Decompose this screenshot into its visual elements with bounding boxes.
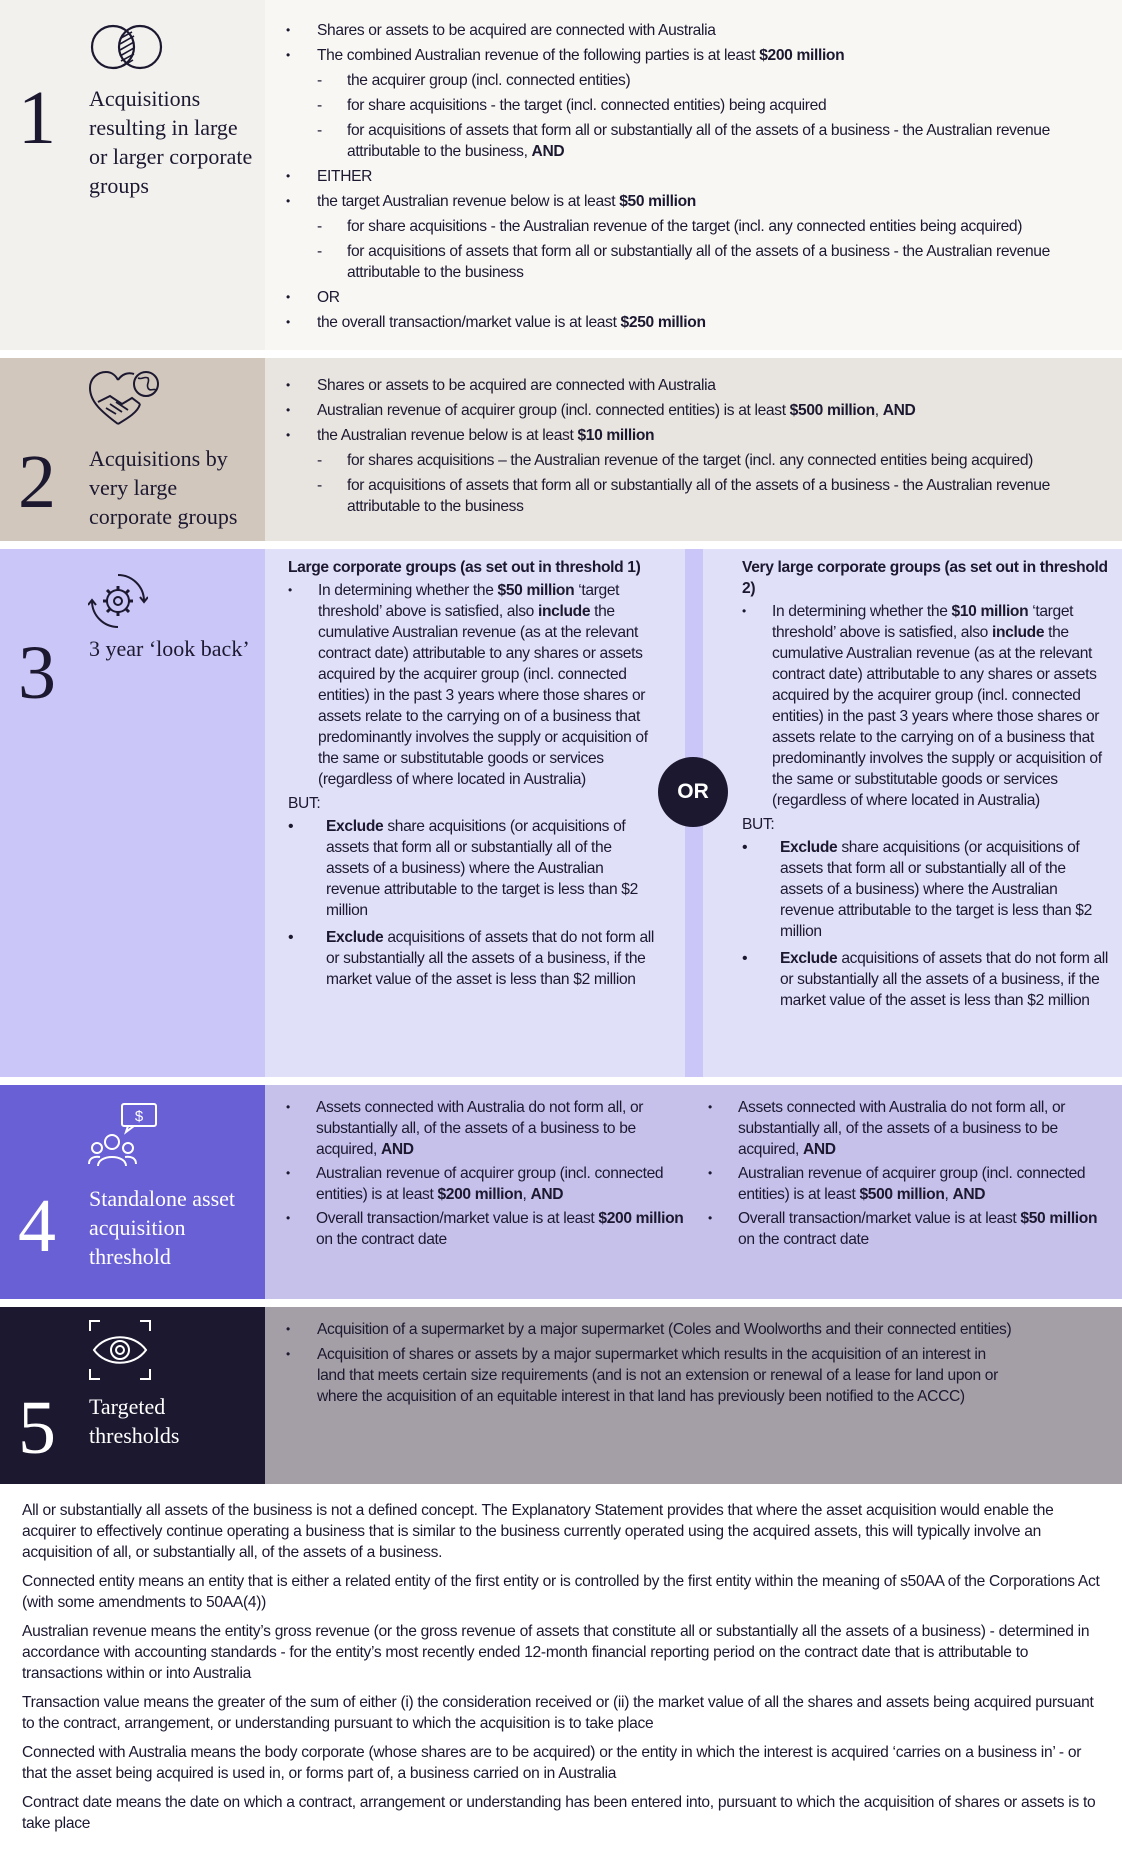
bold-keyword: AND: [952, 1186, 986, 1203]
threshold-4-left-list: [286, 1097, 686, 1250]
definition-note: Connected with Australia means the body corporate (whose shares are to be acquired) or the entity in which the interest is acquired ‘carries on a business in’ - or that the asset being acquired is used in, or forms part of, a business carried on in Australia: [22, 1744, 1082, 1782]
threshold-4-right-column: [708, 1097, 1108, 1253]
item-text: Australian revenue of acquirer group (incl. connected entities) is at least: [317, 402, 790, 419]
list-item: [265, 312, 1085, 333]
bold-keyword: AND: [530, 1186, 564, 1203]
bold-keyword: include: [538, 603, 591, 620]
threshold-5-criteria: [265, 1307, 1122, 1484]
very-large-groups-exclude-list: [742, 837, 1110, 1011]
bold-keyword: Exclude: [780, 839, 838, 856]
item-text: Shares or assets to be acquired are connected with Australia: [317, 22, 716, 39]
item-text: The combined Australian revenue of the following parties is at least: [317, 47, 760, 64]
very-large-groups-but-label: BUT:: [742, 816, 775, 833]
list-item: [265, 1319, 1015, 1340]
item-text: for share acquisitions - the Australian revenue of the target (incl. any connected entities being acquired): [347, 218, 1023, 235]
large-groups-include-list: [288, 580, 655, 790]
item-text: Shares or assets to be acquired are connected with Australia: [317, 377, 716, 394]
definition-note: Transaction value means the greater of the sum of either (i) the consideration received or (ii) the market value of all the shares and assets being acquired pursuant to the contract, arrangement, or understanding pursuant to which the acquisition is to take place: [22, 1694, 1094, 1732]
or-badge: OR: [658, 757, 728, 827]
list-item: [742, 837, 1110, 942]
threshold-5-number: 5: [18, 1386, 56, 1470]
item-text: Assets connected with Australia do not form all, or substantially all, of the assets of a business to be acquired,: [738, 1099, 1066, 1158]
bold-amount: $50 million: [497, 582, 575, 599]
very-large-groups-heading: Very large corporate groups (as set out in threshold 2): [742, 559, 1108, 597]
item-text: Australian revenue of acquirer group (incl. connected entities) is at least: [316, 1165, 664, 1203]
bold-amount: $10 million: [951, 603, 1029, 620]
item-text: for shares acquisitions – the Australian revenue of the target (incl. any connected entities being acquired): [347, 452, 1034, 469]
bold-amount: $200 million: [759, 47, 845, 64]
item-text: Acquisition of a supermarket by a major supermarket (Coles and Woolworths and their connected entities): [317, 1321, 1012, 1338]
group-dollar-icon: [88, 1102, 160, 1168]
list-item: [265, 400, 1085, 421]
bold-amount: $250 million: [620, 314, 706, 331]
list-item: [265, 166, 1085, 187]
bold-keyword: Exclude: [780, 950, 838, 967]
item-text: for acquisitions of assets that form all or substantially all of the assets of a business - the Australian revenue attributable to the business,: [347, 122, 1050, 160]
definition-note: All or substantially all assets of the business is not a defined concept. The Explanatory Statement provides that where the asset acquisition would enable the acquirer to effectively continue operating a business that is similar to the business currently operated using the acquired assets, this will typically involve an acquisition of all, or substantially all, of the assets of a business.: [22, 1502, 1054, 1561]
threshold-5-title: Targeted thresholds: [89, 1394, 180, 1448]
handshake-globe-icon: [88, 368, 160, 426]
item-text: acquisitions of assets that do not form all or substantially all the assets of a business, if the market value of the asset is less than $2 million: [780, 950, 1108, 1009]
threshold-4-criteria: [265, 1085, 1122, 1299]
threshold-2-criteria: [265, 358, 1122, 541]
item-text: OR: [317, 289, 340, 306]
list-item: [265, 241, 1085, 283]
item-text: share acquisitions (or acquisitions of assets that form all or substantially all of the assets of a business) where the Australian revenue attributable to the target is less than $2 million: [326, 818, 638, 919]
list-item: [265, 1344, 1015, 1407]
list-item: [708, 1097, 1108, 1160]
bold-amount: $50 million: [1020, 1210, 1098, 1227]
threshold-3-section: [0, 549, 1122, 1077]
bold-amount: $200 million: [598, 1210, 684, 1227]
list-item: [288, 927, 655, 990]
list-item: [265, 450, 1085, 471]
threshold-3-large-groups-column: [265, 549, 685, 1077]
eye-scan-icon: [88, 1319, 152, 1381]
item-text: share acquisitions (or acquisitions of assets that form all or substantially all of the assets of a business) where the Australian revenue attributable to the target is less than $2 million: [780, 839, 1092, 940]
svg-text:$: $: [134, 1108, 144, 1125]
list-item: [708, 1163, 1108, 1205]
threshold-1-criteria-list: [265, 20, 1085, 333]
list-item: [288, 816, 655, 921]
list-item: [265, 20, 1085, 41]
bold-amount: $500 million: [859, 1186, 945, 1203]
item-text: for acquisitions of assets that form all or substantially all of the assets of a business - the Australian revenue attributable to the business: [347, 243, 1050, 281]
large-groups-heading: Large corporate groups (as set out in threshold 1): [288, 559, 641, 576]
list-item: [265, 287, 1085, 308]
item-text: ,: [944, 1186, 953, 1203]
list-item: [288, 580, 655, 790]
item-text: the cumulative Australian revenue (as at the relevant contract date) attributable to any shares or assets acquired by the acquirer group (incl. connected entities) in the past 3 years where those shares or assets relate to the carrying on of a business that predominantly involves the supply or acquisition of the same or substitutable goods or services (regardless of where located in Australia): [772, 624, 1102, 809]
definitions-notes: [22, 1500, 1107, 1842]
item-text: the overall transaction/market value is at least: [317, 314, 621, 331]
very-large-groups-include-list: [742, 601, 1110, 811]
definition-note: Contract date means the date on which a contract, arrangement or understanding has been entered into, pursuant to which the acquisition of shares or assets is to take place: [22, 1794, 1096, 1832]
list-item: [265, 120, 1085, 162]
item-text: on the contract date: [316, 1231, 447, 1248]
threshold-3-title: 3 year ‘look back’: [89, 636, 250, 661]
list-item: [265, 375, 1085, 396]
threshold-1-criteria: [265, 0, 1122, 350]
list-item: [286, 1163, 686, 1205]
bold-keyword: AND: [882, 402, 916, 419]
list-item: [708, 1208, 1108, 1250]
item-text: In determining whether the: [772, 603, 952, 620]
list-item: [265, 475, 1085, 517]
threshold-2-criteria-list: [265, 375, 1085, 517]
definition-note: Connected entity means an entity that is either a related entity of the first entity or is controlled by the first entity within the meaning of s50AA of the Corporations Act (with some amendments to 50AA(4)): [22, 1573, 1100, 1611]
definition-note: Australian revenue means the entity’s gross revenue (or the gross revenue of assets that constitute all or substantially all the assets of a business) - determined in accordance with accounting standards - for the entity’s most recently ended 12-month financial reporting period on the contract date that is attributable to transactions within or into Australia: [22, 1623, 1090, 1682]
item-text: Overall transaction/market value is at least: [738, 1210, 1021, 1227]
list-item: [742, 601, 1110, 811]
threshold-1-title: Acquisitions resulting in large or larger corporate groups: [89, 86, 253, 198]
bold-keyword: Exclude: [326, 818, 384, 835]
bold-keyword: include: [992, 624, 1045, 641]
list-item: [286, 1097, 686, 1160]
overlapping-circles-icon: [88, 22, 166, 72]
threshold-4-label-panel: [0, 1085, 265, 1299]
list-item: [265, 95, 1085, 116]
list-item: [265, 70, 1085, 91]
item-text: for acquisitions of assets that form all or substantially all of the assets of a business - the Australian revenue attributable to the business: [347, 477, 1050, 515]
gear-cycle-icon: [88, 571, 148, 631]
item-text: ‘target threshold’ above is satisfied, also: [772, 603, 1074, 641]
threshold-4-number: 4: [18, 1184, 56, 1268]
item-text: Acquisition of shares or assets by a major supermarket which results in the acquisition of an interest in land that meets certain size requirements (and is not an extension or renewal of a lease for land upon or where the acquisition of an equitable interest in that land has previously been notified to the ACCC): [317, 1346, 998, 1405]
item-text: EITHER: [317, 168, 373, 185]
list-item: [265, 45, 1085, 66]
threshold-1-section: [0, 0, 1122, 350]
item-text: In determining whether the: [318, 582, 498, 599]
item-text: Overall transaction/market value is at least: [316, 1210, 599, 1227]
threshold-2-section: [0, 358, 1122, 541]
threshold-2-label-panel: [0, 358, 265, 541]
threshold-3-label-panel: [0, 549, 265, 1077]
threshold-4-section: [0, 1085, 1122, 1299]
item-text: ,: [874, 402, 883, 419]
item-text: the Australian revenue below is at least: [317, 427, 578, 444]
item-text: for share acquisitions - the target (incl. connected entities) being acquired: [347, 97, 827, 114]
threshold-1-label-panel: [0, 0, 265, 350]
threshold-2-number: 2: [18, 440, 56, 524]
item-text: the target Australian revenue below is at least: [317, 193, 620, 210]
item-text: ‘target threshold’ above is satisfied, also: [318, 582, 620, 620]
threshold-5-criteria-list: [265, 1319, 1015, 1407]
bold-amount: $10 million: [577, 427, 655, 444]
bold-amount: AND: [380, 1141, 414, 1158]
threshold-1-number: 1: [18, 76, 56, 160]
item-text: ,: [522, 1186, 531, 1203]
threshold-3-number: 3: [18, 631, 56, 715]
item-text: Australian revenue of acquirer group (incl. connected entities) is at least: [738, 1165, 1086, 1203]
bold-keyword: Exclude: [326, 929, 384, 946]
bold-amount: AND: [802, 1141, 836, 1158]
list-item: [265, 191, 1085, 212]
item-text: on the contract date: [738, 1231, 869, 1248]
large-groups-exclude-list: [288, 816, 655, 990]
list-item: [286, 1208, 686, 1250]
threshold-4-left-column: [286, 1097, 686, 1253]
bold-amount: $200 million: [437, 1186, 523, 1203]
threshold-2-title: Acquisitions by very large corporate groups: [89, 446, 238, 529]
bold-amount: AND: [531, 143, 565, 160]
item-text: acquisitions of assets that do not form all or substantially all the assets of a business, if the market value of the asset is less than $2 million: [326, 929, 654, 988]
bold-amount: $500 million: [789, 402, 875, 419]
threshold-5-section: [0, 1307, 1122, 1484]
large-groups-but-label: BUT:: [288, 795, 321, 812]
threshold-3-very-large-groups-column: [703, 549, 1122, 1077]
bold-amount: $50 million: [619, 193, 696, 210]
item-text: Assets connected with Australia do not form all, or substantially all, of the assets of a business to be acquired,: [316, 1099, 644, 1158]
threshold-4-right-list: [708, 1097, 1108, 1250]
list-item: [265, 425, 1085, 446]
item-text: the acquirer group (incl. connected entities): [347, 72, 631, 89]
item-text: the cumulative Australian revenue (as at the relevant contract date) attributable to any shares or assets acquired by the acquirer group (incl. connected entities) in the past 3 years where those shares or assets relate to the carrying on of a business that predominantly involves the supply or acquisition of the same or substitutable goods or services (regardless of where located in Australia): [318, 603, 648, 788]
list-item: [742, 948, 1110, 1011]
threshold-4-title: Standalone asset acquisition threshold: [89, 1186, 236, 1269]
threshold-5-label-panel: [0, 1307, 265, 1484]
list-item: [265, 216, 1085, 237]
